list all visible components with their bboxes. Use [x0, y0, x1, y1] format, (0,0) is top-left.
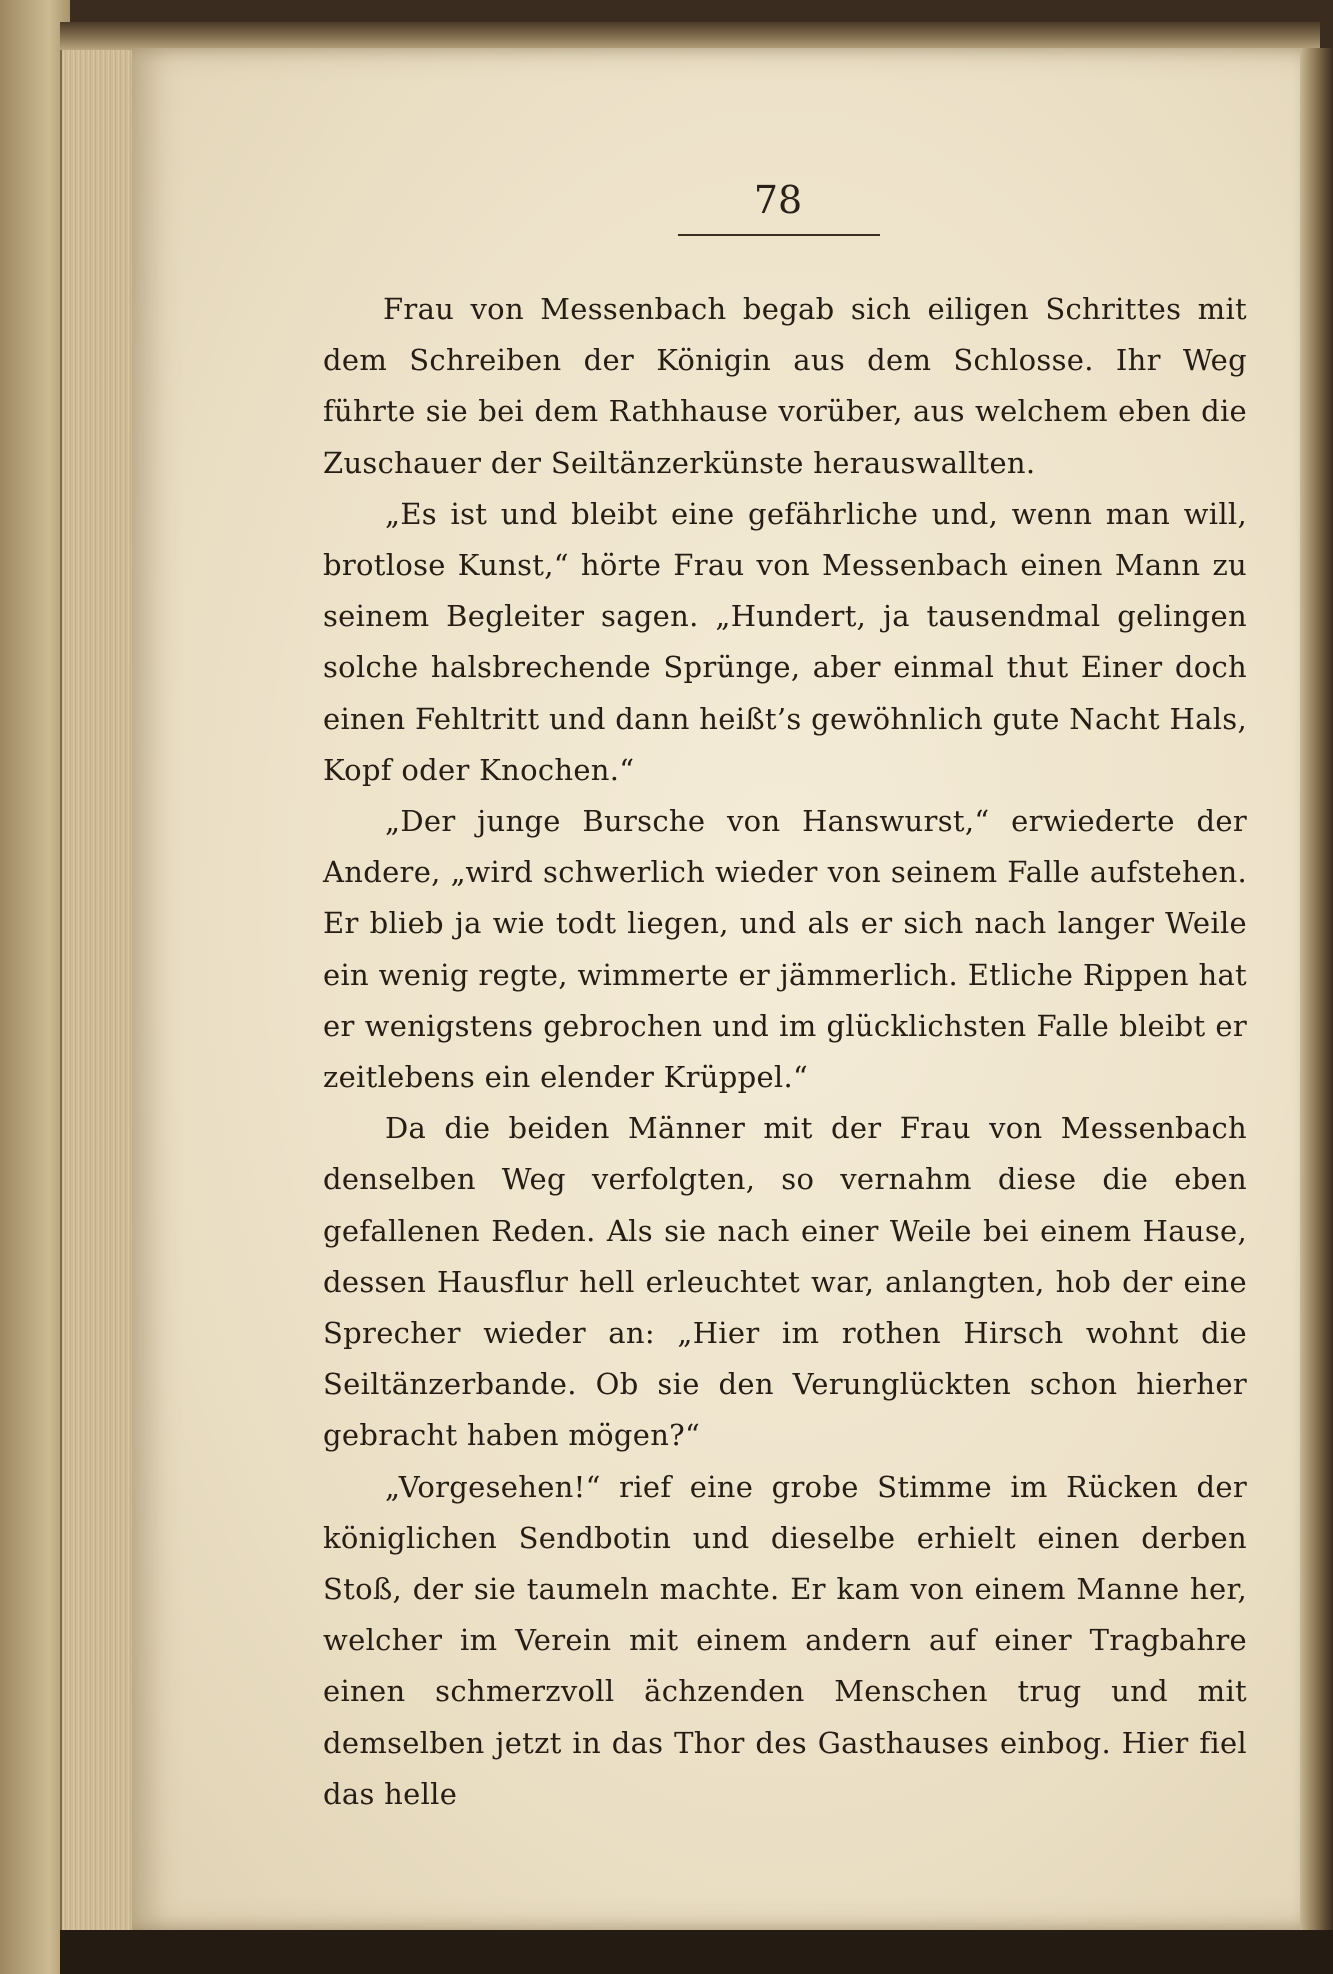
page-number-rule: [678, 234, 880, 236]
paragraph: „Es ist und bleibt eine gefährliche und, wenn man will, brotlose Kunst,“ hörte Frau von Messenbach einen Mann zu seinem Begleiter sagen. „Hundert, ja tausendmal gelingen solche halsbrechende Sprünge, aber einmal thut Einer doch einen Fehltritt und dann heißt’s gewöhnlich gute Nacht Hals, Kopf oder Knochen.“: [323, 496, 1247, 787]
page-number: 78: [753, 178, 803, 222]
page-stack-edge: [60, 45, 137, 1940]
book-top-edge: [60, 22, 1320, 50]
body-text: [323, 284, 1247, 1820]
paragraph: Frau von Messenbach begab sich eiligen Schrittes mit dem Schreiben der Königin aus dem Schlosse. Ihr Weg führte sie bei dem Rathhause vorüber, aus welchem eben die Zuschauer der Seiltänzerkünste herauswallten.: [323, 292, 1247, 480]
paragraph: „Der junge Bursche von Hanswurst,“ erwiederte der Andere, „wird schwerlich wieder von seinem Falle aufstehen. Er blieb ja wie todt liegen, und als er sich nach langer Weile ein wenig regte, wimmerte er jämmerlich. Etliche Rippen hat er wenigstens gebrochen und im glücklichsten Falle bleibt er zeitlebens ein elender Krüppel.“: [323, 804, 1247, 1095]
page-gutter-shadow: [1300, 48, 1333, 1930]
book-bottom-edge: [60, 1930, 1333, 1974]
paragraph: „Vorgesehen!“ rief eine grobe Stimme im Rücken der königlichen Sendbotin und dieselbe erhielt einen derben Stoß, der sie taumeln machte. Er kam von einem Manne her, welcher im Verein mit einem andern auf einer Tragbahre einen schmerzvoll ächzenden Menschen trug und mit demselben jetzt in das Thor des Gasthauses einbog. Hier fiel das helle: [323, 1469, 1247, 1811]
paragraph: Da die beiden Männer mit der Frau von Messenbach denselben Weg verfolgten, so vernahm diese die eben gefallenen Reden. Als sie nach einer Weile bei einem Hause, dessen Hausflur hell erleuchtet war, anlangten, hob der eine Sprecher wieder an: „Hier im rothen Hirsch wohnt die Seiltänzerbande. Ob sie den Verunglückten schon hierher gebracht haben mögen?“: [323, 1111, 1247, 1453]
